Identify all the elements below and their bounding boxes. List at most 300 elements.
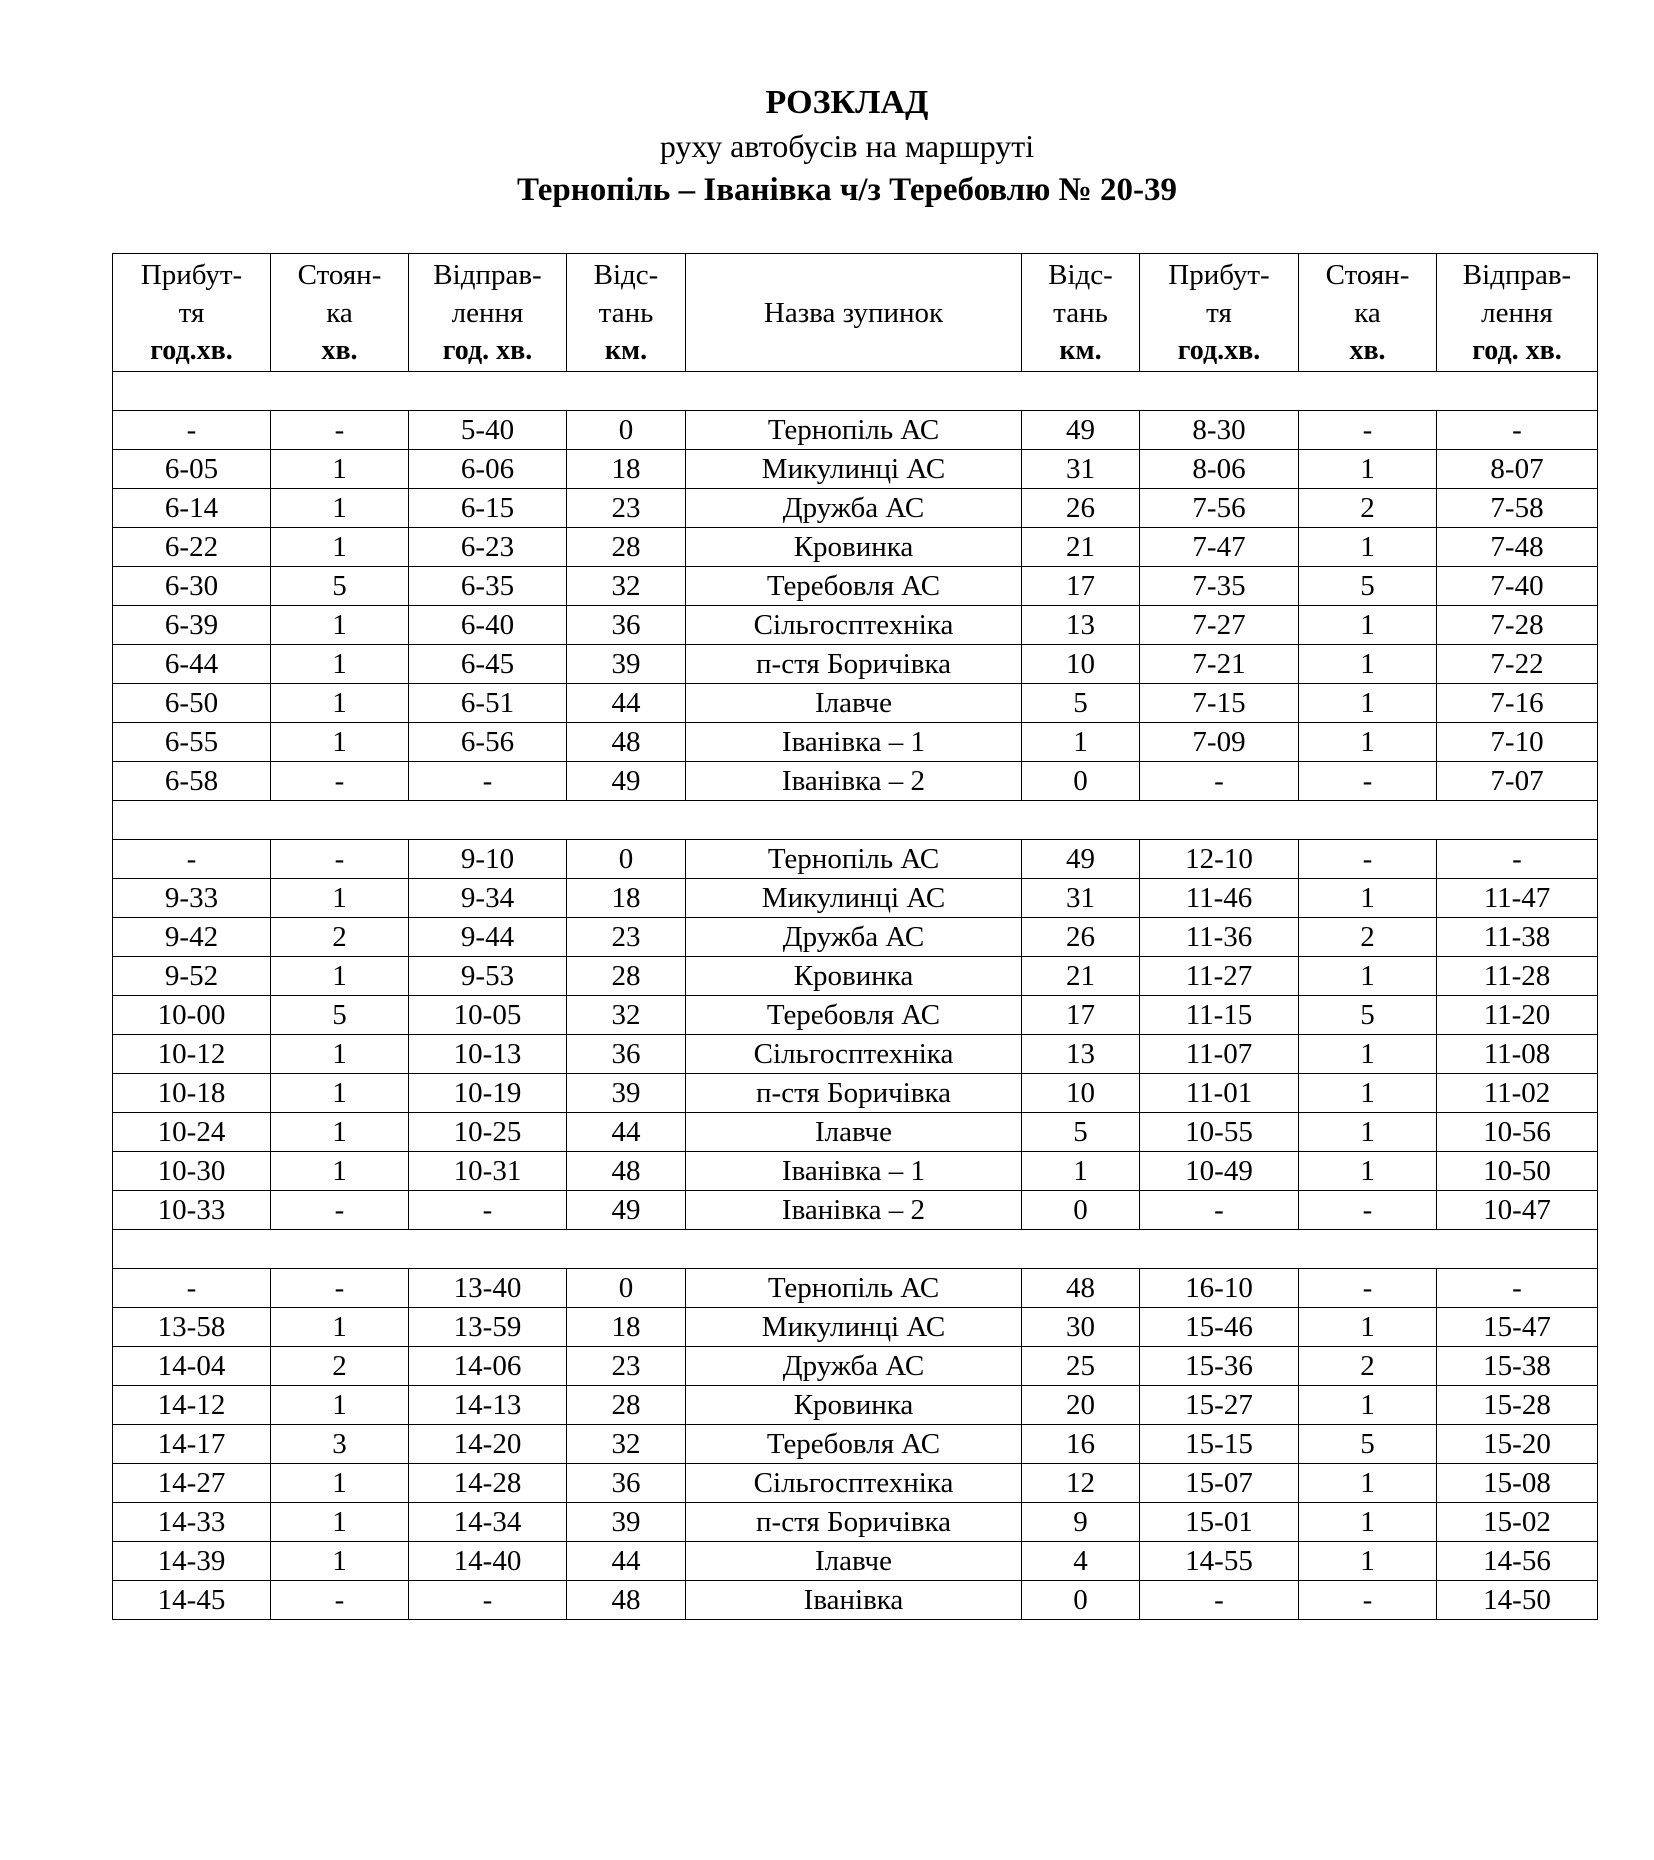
column-header-unit: год.хв.	[150, 334, 233, 366]
column-header	[1299, 254, 1437, 372]
table-row	[113, 606, 1598, 645]
table-cell: 6-14	[113, 489, 271, 528]
table-cell: 14-04	[113, 1347, 271, 1386]
table-cell: 6-05	[113, 450, 271, 489]
table-cell: 11-38	[1437, 918, 1598, 957]
column-header-line2: тя	[178, 296, 205, 329]
table-cell: 7-22	[1437, 645, 1598, 684]
column-header-line1	[686, 256, 1021, 294]
table-cell: 13	[1022, 606, 1140, 645]
table-cell: 1	[1299, 450, 1437, 489]
table-cell: 0	[567, 1269, 686, 1308]
table-row	[113, 1269, 1598, 1308]
table-cell: 0	[567, 840, 686, 879]
table-cell: Іванівка – 2	[686, 1191, 1022, 1230]
table-cell: 14-39	[113, 1542, 271, 1581]
column-header-unit: км.	[1059, 334, 1102, 366]
table-cell: 14-40	[409, 1542, 567, 1581]
table-cell: 1	[1299, 528, 1437, 567]
table-cell: -	[1299, 840, 1437, 879]
table-cell: 8-07	[1437, 450, 1598, 489]
table-cell: 9-42	[113, 918, 271, 957]
table-cell: 14-06	[409, 1347, 567, 1386]
table-cell: 8-30	[1140, 411, 1299, 450]
table-cell: 11-20	[1437, 996, 1598, 1035]
table-cell: 4	[1022, 1542, 1140, 1581]
table-cell: 7-16	[1437, 684, 1598, 723]
table-cell: 16	[1022, 1425, 1140, 1464]
table-cell: 5	[271, 996, 409, 1035]
table-cell: 10	[1022, 645, 1140, 684]
table-row	[113, 1035, 1598, 1074]
table-row	[113, 489, 1598, 528]
table-cell: 7-09	[1140, 723, 1299, 762]
table-cell: 12-10	[1140, 840, 1299, 879]
table-cell: Дружба АС	[686, 1347, 1022, 1386]
table-cell: 44	[567, 1542, 686, 1581]
table-cell: Тернопіль АС	[686, 840, 1022, 879]
table-cell: 10-25	[409, 1113, 567, 1152]
table-cell: 7-27	[1140, 606, 1299, 645]
table-row	[113, 1503, 1598, 1542]
table-cell: 1	[1299, 1152, 1437, 1191]
column-header-line1: Відс-	[1048, 258, 1113, 291]
table-cell: 6-15	[409, 489, 567, 528]
column-header	[1022, 254, 1140, 372]
table-cell: Кровинка	[686, 957, 1022, 996]
column-header	[113, 254, 271, 372]
table-cell: 14-50	[1437, 1581, 1598, 1620]
table-cell: 9-53	[409, 957, 567, 996]
schedule-header	[113, 254, 1598, 372]
table-cell: 16-10	[1140, 1269, 1299, 1308]
table-cell: 15-20	[1437, 1425, 1598, 1464]
table-cell: Дружба АС	[686, 489, 1022, 528]
table-cell: 6-06	[409, 450, 567, 489]
table-cell: 7-07	[1437, 762, 1598, 801]
column-header-unit: км.	[604, 334, 648, 366]
table-cell: 5-40	[409, 411, 567, 450]
table-cell: 48	[1022, 1269, 1140, 1308]
schedule-table	[112, 253, 1598, 1620]
table-cell: Ілавче	[686, 684, 1022, 723]
table-cell: 12	[1022, 1464, 1140, 1503]
table-cell: 14-17	[113, 1425, 271, 1464]
table-cell: 7-15	[1140, 684, 1299, 723]
table-cell: 14-13	[409, 1386, 567, 1425]
table-cell: 31	[1022, 879, 1140, 918]
column-header-line1: Відс-	[593, 258, 659, 291]
table-cell: Кровинка	[686, 528, 1022, 567]
table-cell: 5	[1022, 684, 1140, 723]
table-cell: 1	[1022, 1152, 1140, 1191]
table-cell: 10-18	[113, 1074, 271, 1113]
table-cell: Микулинці АС	[686, 879, 1022, 918]
table-cell: 13-58	[113, 1308, 271, 1347]
column-header-line1: Стоян-	[297, 258, 382, 291]
table-row	[113, 645, 1598, 684]
table-cell: 11-47	[1437, 879, 1598, 918]
table-cell: Микулинці АС	[686, 1308, 1022, 1347]
table-cell: 7-58	[1437, 489, 1598, 528]
table-cell: 3	[271, 1425, 409, 1464]
table-cell: Іванівка	[686, 1581, 1022, 1620]
column-header-line1: Відправ-	[433, 258, 542, 291]
table-cell: 28	[567, 528, 686, 567]
table-cell: -	[1140, 762, 1299, 801]
table-cell: -	[271, 840, 409, 879]
table-cell: 5	[1299, 1425, 1437, 1464]
table-cell: 1	[1299, 1074, 1437, 1113]
document-subtitle: руху автобусів на маршруті	[659, 128, 1035, 164]
table-cell: 6-35	[409, 567, 567, 606]
table-cell: 0	[1022, 762, 1140, 801]
table-row	[113, 879, 1598, 918]
table-cell: 18	[567, 450, 686, 489]
column-header	[686, 254, 1022, 372]
table-row	[113, 1113, 1598, 1152]
table-cell: 11-46	[1140, 879, 1299, 918]
table-cell: 39	[567, 1074, 686, 1113]
table-cell: Ілавче	[686, 1542, 1022, 1581]
table-cell: 11-15	[1140, 996, 1299, 1035]
table-cell: 6-23	[409, 528, 567, 567]
table-cell: 26	[1022, 918, 1140, 957]
table-cell: -	[113, 1269, 271, 1308]
table-cell: Ілавче	[686, 1113, 1022, 1152]
table-cell: 1	[271, 489, 409, 528]
table-cell: 1	[271, 879, 409, 918]
table-cell: 13-59	[409, 1308, 567, 1347]
table-row	[113, 1191, 1598, 1230]
table-row	[113, 1542, 1598, 1581]
table-cell: 48	[567, 1581, 686, 1620]
table-cell: 14-12	[113, 1386, 271, 1425]
column-header-unit: хв.	[321, 334, 358, 366]
table-row	[113, 450, 1598, 489]
column-header-line2: тя	[1206, 296, 1232, 329]
table-cell: 14-45	[113, 1581, 271, 1620]
table-row	[113, 1152, 1598, 1191]
table-cell: 2	[1299, 1347, 1437, 1386]
table-cell: 1	[271, 1542, 409, 1581]
table-cell: 13	[1022, 1035, 1140, 1074]
table-row	[113, 1074, 1598, 1113]
table-cell: 10-50	[1437, 1152, 1598, 1191]
table-cell: 1	[1299, 1542, 1437, 1581]
table-cell: 1	[271, 1152, 409, 1191]
table-cell: 1	[1299, 879, 1437, 918]
table-cell: 32	[567, 996, 686, 1035]
table-cell: 10-12	[113, 1035, 271, 1074]
table-cell: 15-28	[1437, 1386, 1598, 1425]
table-cell: 11-07	[1140, 1035, 1299, 1074]
table-row	[113, 840, 1598, 879]
table-cell: 14-34	[409, 1503, 567, 1542]
table-cell: 6-40	[409, 606, 567, 645]
table-cell: 14-55	[1140, 1542, 1299, 1581]
table-cell: 48	[567, 723, 686, 762]
table-cell: -	[1299, 762, 1437, 801]
table-cell: 1	[1299, 957, 1437, 996]
section-separator-row	[113, 1230, 1598, 1269]
table-cell: 1	[1299, 1035, 1437, 1074]
table-cell: 18	[567, 879, 686, 918]
table-row	[113, 957, 1598, 996]
column-header	[271, 254, 409, 372]
table-cell: 10-30	[113, 1152, 271, 1191]
table-cell: 32	[567, 567, 686, 606]
table-row	[113, 762, 1598, 801]
table-cell: Іванівка – 1	[686, 1152, 1022, 1191]
table-row	[113, 918, 1598, 957]
table-row	[113, 1464, 1598, 1503]
column-header-unit	[686, 332, 1021, 370]
column-header-line1: Прибут-	[140, 258, 243, 291]
section-separator-row	[113, 801, 1598, 840]
table-cell: 7-48	[1437, 528, 1598, 567]
table-cell: 8-06	[1140, 450, 1299, 489]
table-cell: Сільгосптехніка	[686, 1464, 1022, 1503]
table-cell: 7-35	[1140, 567, 1299, 606]
column-header-line1: Відправ-	[1462, 258, 1572, 291]
table-cell: 36	[567, 1035, 686, 1074]
table-cell: 23	[567, 489, 686, 528]
table-cell: 1	[271, 1113, 409, 1152]
table-cell: 1	[1299, 1308, 1437, 1347]
table-cell: 11-08	[1437, 1035, 1598, 1074]
table-cell: 2	[1299, 489, 1437, 528]
table-cell: 2	[271, 918, 409, 957]
table-cell: 36	[567, 606, 686, 645]
table-cell: п-стя Боричівка	[686, 1503, 1022, 1542]
table-cell: 1	[271, 723, 409, 762]
column-header	[567, 254, 686, 372]
header-row	[113, 254, 1598, 372]
table-cell: 14-33	[113, 1503, 271, 1542]
table-cell: 7-40	[1437, 567, 1598, 606]
table-cell: 15-02	[1437, 1503, 1598, 1542]
table-cell: 11-27	[1140, 957, 1299, 996]
table-cell: 9-52	[113, 957, 271, 996]
table-cell: 1	[271, 684, 409, 723]
table-cell: 49	[1022, 840, 1140, 879]
table-cell: 1	[271, 1308, 409, 1347]
table-cell: 48	[567, 1152, 686, 1191]
table-cell: 11-36	[1140, 918, 1299, 957]
table-cell: -	[1437, 840, 1598, 879]
table-cell: 10-47	[1437, 1191, 1598, 1230]
column-header-line2: ка	[1354, 296, 1381, 329]
table-cell: 0	[1022, 1191, 1140, 1230]
table-cell: 23	[567, 918, 686, 957]
table-cell: 6-30	[113, 567, 271, 606]
table-row	[113, 996, 1598, 1035]
table-cell: 15-47	[1437, 1308, 1598, 1347]
table-cell: 1	[1299, 1503, 1437, 1542]
column-header-line2: Назва зупинок	[763, 296, 944, 329]
table-cell: 15-27	[1140, 1386, 1299, 1425]
table-cell: 10-31	[409, 1152, 567, 1191]
table-cell: 28	[567, 957, 686, 996]
table-cell: -	[1437, 1269, 1598, 1308]
table-cell: 1	[1299, 1113, 1437, 1152]
table-cell: -	[409, 1191, 567, 1230]
table-cell: 15-15	[1140, 1425, 1299, 1464]
table-cell: 15-46	[1140, 1308, 1299, 1347]
column-header-unit: год. хв.	[442, 334, 533, 366]
table-cell: 14-20	[409, 1425, 567, 1464]
table-cell: 17	[1022, 567, 1140, 606]
table-cell: Тернопіль АС	[686, 411, 1022, 450]
table-cell: 9-10	[409, 840, 567, 879]
table-row	[113, 684, 1598, 723]
table-cell: 18	[567, 1308, 686, 1347]
table-cell: 15-01	[1140, 1503, 1299, 1542]
table-cell: 14-56	[1437, 1542, 1598, 1581]
table-cell: -	[271, 1191, 409, 1230]
table-cell: -	[1140, 1581, 1299, 1620]
table-cell: -	[1299, 411, 1437, 450]
table-cell: 1	[271, 1464, 409, 1503]
table-row	[113, 1581, 1598, 1620]
column-header-line1: Прибут-	[1168, 258, 1270, 291]
table-cell: Кровинка	[686, 1386, 1022, 1425]
table-cell: 5	[1022, 1113, 1140, 1152]
column-header	[1437, 254, 1598, 372]
table-cell: 7-10	[1437, 723, 1598, 762]
table-cell: 28	[567, 1386, 686, 1425]
table-row	[113, 528, 1598, 567]
table-row	[113, 723, 1598, 762]
table-cell: 0	[1022, 1581, 1140, 1620]
table-cell: 44	[567, 684, 686, 723]
table-cell: Іванівка – 1	[686, 723, 1022, 762]
table-cell: 11-02	[1437, 1074, 1598, 1113]
table-cell: 39	[567, 1503, 686, 1542]
column-header	[1140, 254, 1299, 372]
table-cell: 1	[1299, 645, 1437, 684]
table-cell: 15-07	[1140, 1464, 1299, 1503]
table-cell: 1	[1022, 723, 1140, 762]
table-cell: 49	[567, 1191, 686, 1230]
table-cell: -	[271, 1581, 409, 1620]
table-cell: 49	[567, 762, 686, 801]
table-cell: -	[271, 1269, 409, 1308]
table-cell: Теребовля АС	[686, 996, 1022, 1035]
table-cell: Микулинці АС	[686, 450, 1022, 489]
table-cell: 20	[1022, 1386, 1140, 1425]
column-header-line2: лення	[451, 296, 524, 329]
table-cell: 7-21	[1140, 645, 1299, 684]
table-cell: -	[409, 1581, 567, 1620]
table-cell: 13-40	[409, 1269, 567, 1308]
schedule-body	[113, 372, 1598, 1620]
table-cell: -	[271, 762, 409, 801]
table-cell: 7-56	[1140, 489, 1299, 528]
table-cell: 9	[1022, 1503, 1140, 1542]
table-cell: 9-33	[113, 879, 271, 918]
column-header-unit: год.хв.	[1177, 334, 1261, 366]
table-cell: 1	[271, 1503, 409, 1542]
table-cell: 15-38	[1437, 1347, 1598, 1386]
table-cell: 6-51	[409, 684, 567, 723]
table-cell: -	[1299, 1191, 1437, 1230]
table-cell: Іванівка – 2	[686, 762, 1022, 801]
table-cell: 7-47	[1140, 528, 1299, 567]
table-cell: Теребовля АС	[686, 567, 1022, 606]
table-cell: 1	[271, 450, 409, 489]
table-cell: п-стя Боричівка	[686, 645, 1022, 684]
table-cell: 1	[1299, 684, 1437, 723]
table-cell: 15-36	[1140, 1347, 1299, 1386]
table-cell: 6-50	[113, 684, 271, 723]
table-cell: -	[271, 411, 409, 450]
table-cell: -	[1299, 1581, 1437, 1620]
table-cell: 1	[271, 1035, 409, 1074]
table-cell: 7-28	[1437, 606, 1598, 645]
document-title: РОЗКЛАД	[765, 84, 929, 121]
table-cell: 30	[1022, 1308, 1140, 1347]
table-cell: 1	[271, 528, 409, 567]
table-cell: 15-08	[1437, 1464, 1598, 1503]
table-cell: 31	[1022, 450, 1140, 489]
column-header-line2: лення	[1481, 296, 1553, 329]
section-separator-cell	[113, 1230, 1598, 1269]
table-cell: 10-19	[409, 1074, 567, 1113]
table-cell: 6-44	[113, 645, 271, 684]
table-cell: 36	[567, 1464, 686, 1503]
table-cell: 6-58	[113, 762, 271, 801]
table-cell: 1	[271, 606, 409, 645]
table-row	[113, 1347, 1598, 1386]
table-cell: -	[113, 411, 271, 450]
table-cell: -	[409, 762, 567, 801]
table-cell: 6-39	[113, 606, 271, 645]
table-row	[113, 567, 1598, 606]
table-cell: 23	[567, 1347, 686, 1386]
section-separator-row	[113, 372, 1598, 411]
table-cell: 11-28	[1437, 957, 1598, 996]
section-separator-cell	[113, 801, 1598, 840]
route-name: Тернопіль – Іванівка ч/з Теребовлю № 20-39	[516, 172, 1178, 208]
table-cell: Сільгосптехніка	[686, 1035, 1022, 1074]
table-row	[113, 411, 1598, 450]
table-cell: 10-55	[1140, 1113, 1299, 1152]
table-cell: -	[1437, 411, 1598, 450]
table-cell: 10-49	[1140, 1152, 1299, 1191]
table-cell: 25	[1022, 1347, 1140, 1386]
table-cell: 11-01	[1140, 1074, 1299, 1113]
table-cell: -	[1140, 1191, 1299, 1230]
table-cell: 6-55	[113, 723, 271, 762]
table-cell: 17	[1022, 996, 1140, 1035]
table-cell: 1	[1299, 1464, 1437, 1503]
table-cell: 10-56	[1437, 1113, 1598, 1152]
table-cell: 49	[1022, 411, 1140, 450]
table-cell: 1	[271, 957, 409, 996]
table-cell: Сільгосптехніка	[686, 606, 1022, 645]
table-cell: 10-05	[409, 996, 567, 1035]
column-header-line1: Стоян-	[1325, 258, 1410, 291]
table-cell: 1	[1299, 1386, 1437, 1425]
column-header-line2: тань	[1053, 296, 1108, 329]
table-cell: 39	[567, 645, 686, 684]
table-cell: 32	[567, 1425, 686, 1464]
table-cell: 9-34	[409, 879, 567, 918]
table-cell: 10	[1022, 1074, 1140, 1113]
column-header-line2: ка	[326, 296, 353, 329]
